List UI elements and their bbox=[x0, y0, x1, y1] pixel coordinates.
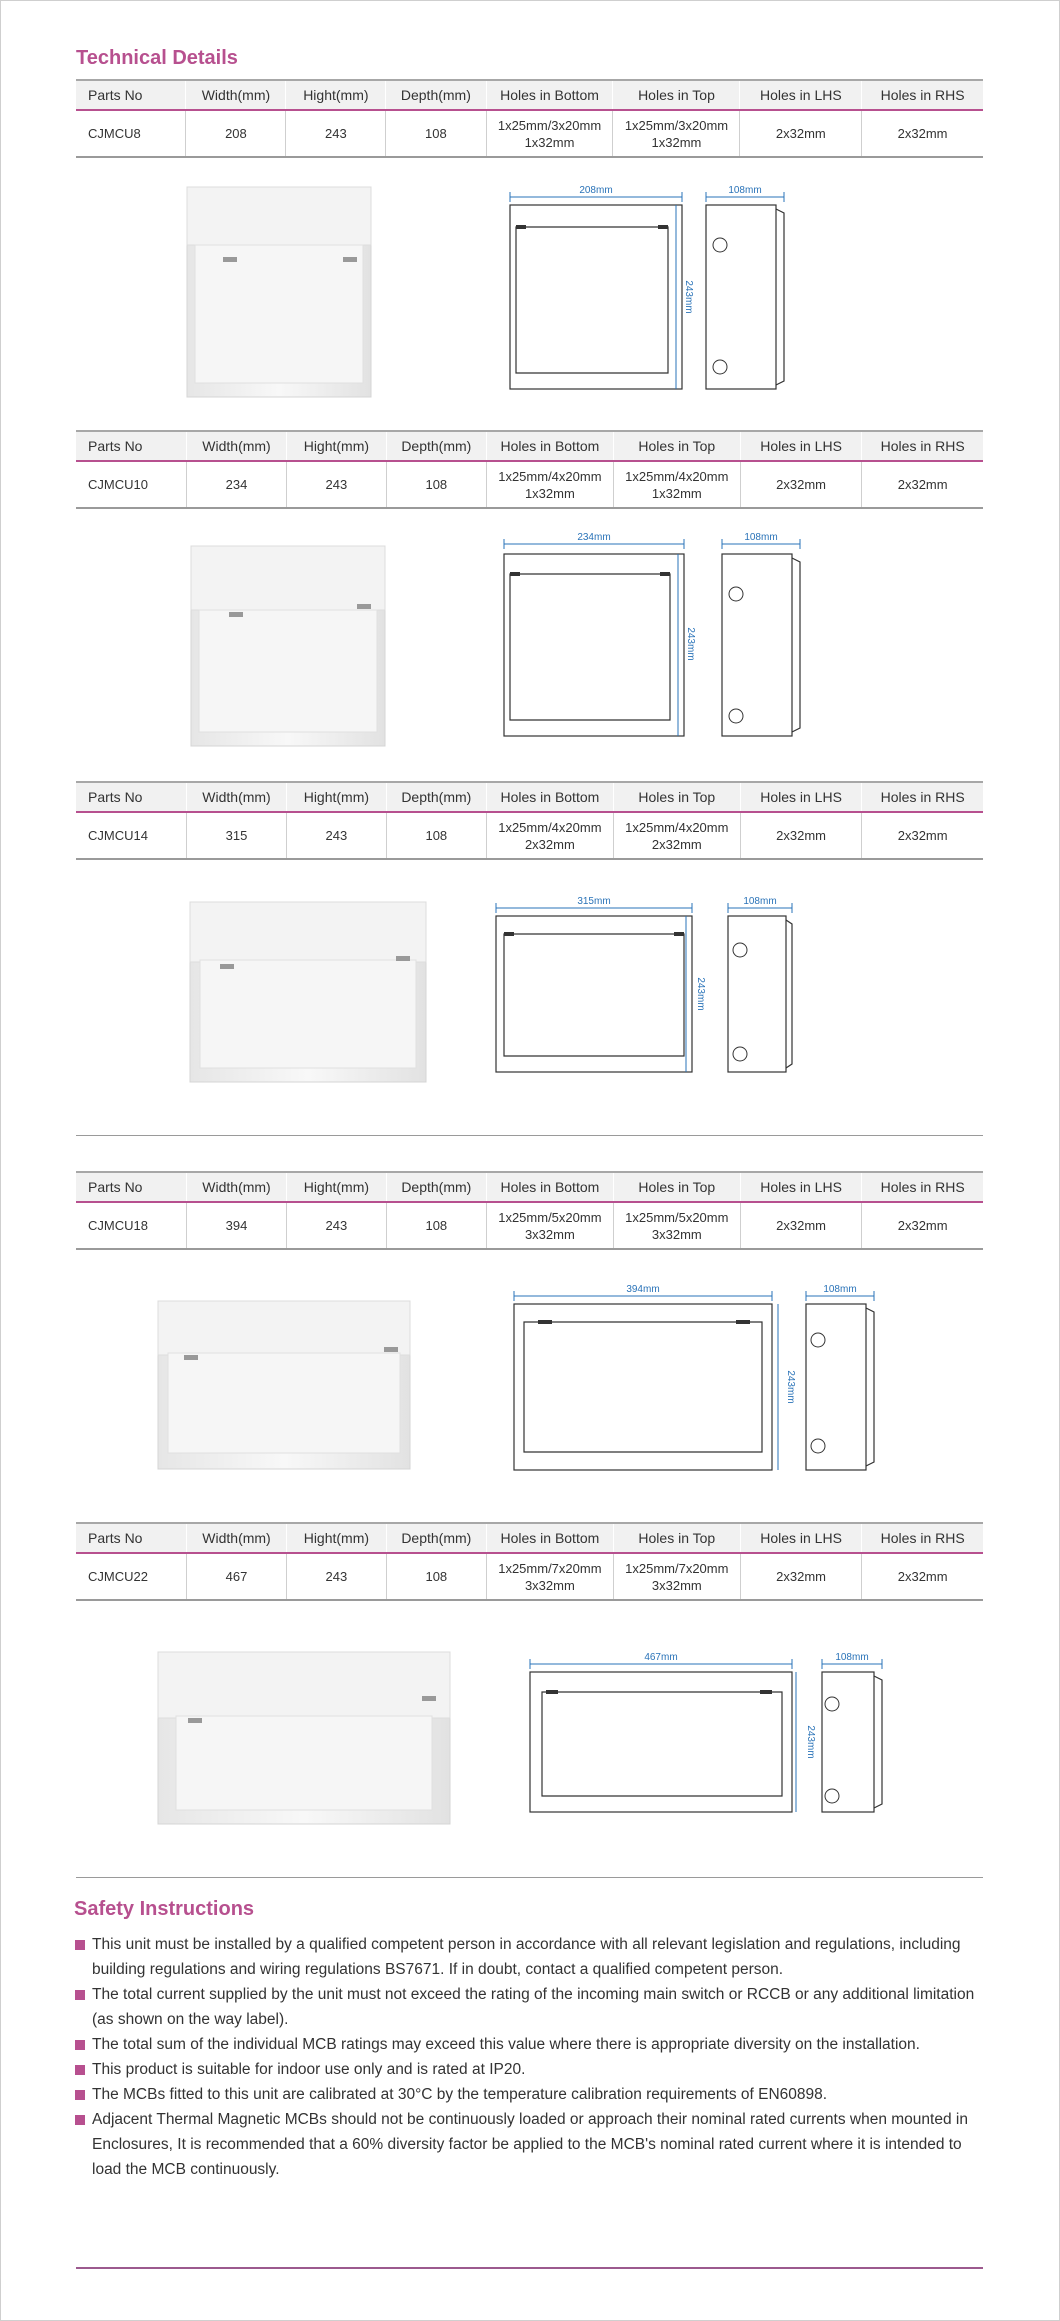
safety-item-text: The MCBs fitted to this unit are calibrated at 30°C by the temperature calibration requirements of EN60898. bbox=[92, 2086, 828, 2103]
holes-bottom-line-2: 1x32mm bbox=[524, 485, 575, 501]
technical-details-title: Technical Details bbox=[76, 47, 238, 69]
dim-width-label: 394mm bbox=[626, 1284, 660, 1295]
holes-top-line-2: 3x32mm bbox=[651, 1577, 702, 1593]
header-holes-top: Holes in Top bbox=[613, 782, 740, 812]
cell-height: 243 bbox=[287, 1202, 387, 1249]
header-depth: Depth(mm) bbox=[386, 1523, 486, 1553]
dim-width-label: 315mm bbox=[577, 896, 611, 907]
holes-bottom-line-2: 2x32mm bbox=[524, 836, 575, 852]
spec-table bbox=[76, 1171, 983, 1250]
header-holes-lhs: Holes in LHS bbox=[740, 80, 862, 110]
cell-width: 208 bbox=[186, 110, 286, 157]
header-holes-rhs: Holes in RHS bbox=[862, 782, 983, 812]
holes-bottom-line-2: 3x32mm bbox=[524, 1577, 575, 1593]
holes-bottom-line-1: 1x25mm/7x20mm bbox=[498, 1560, 602, 1576]
cell-holes-bottom bbox=[486, 1202, 613, 1249]
holes-top-line-2: 1x32mm bbox=[651, 134, 702, 150]
holes-top-line-2: 1x32mm bbox=[651, 485, 702, 501]
cell-holes-bottom bbox=[486, 812, 613, 859]
spec-header-row bbox=[76, 431, 983, 461]
product-photo bbox=[187, 542, 389, 752]
header-parts-no: Parts No bbox=[76, 782, 186, 812]
header-depth: Depth(mm) bbox=[386, 431, 486, 461]
cell-holes-top bbox=[613, 1202, 740, 1249]
cell-part-no: CJMCU14 bbox=[76, 812, 186, 859]
holes-top-line-1: 1x25mm/4x20mm bbox=[625, 468, 729, 484]
dim-depth-label: 108mm bbox=[823, 1284, 857, 1295]
cell-holes-bottom bbox=[486, 110, 613, 157]
cell-holes-top bbox=[613, 110, 740, 157]
dimension-drawing bbox=[520, 1650, 890, 1816]
safety-item bbox=[74, 2057, 989, 2082]
section-divider bbox=[76, 1877, 983, 1878]
cell-holes-rhs: 2x32mm bbox=[862, 1553, 983, 1600]
dim-depth-label: 108mm bbox=[743, 896, 777, 907]
holes-top-line-1: 1x25mm/7x20mm bbox=[625, 1560, 729, 1576]
cell-part-no: CJMCU22 bbox=[76, 1553, 186, 1600]
cell-width: 467 bbox=[186, 1553, 286, 1600]
cell-holes-rhs: 2x32mm bbox=[862, 812, 983, 859]
cell-depth: 108 bbox=[386, 110, 486, 157]
spec-header-row bbox=[76, 1172, 983, 1202]
dim-depth-label: 108mm bbox=[835, 1652, 869, 1663]
header-height: Hight(mm) bbox=[287, 1172, 387, 1202]
header-width: Width(mm) bbox=[186, 782, 286, 812]
holes-top-line-1: 1x25mm/3x20mm bbox=[624, 117, 729, 133]
bullet-square-icon bbox=[75, 2040, 85, 2050]
safety-item bbox=[74, 1932, 989, 1982]
dimension-drawing bbox=[504, 1282, 884, 1474]
cell-holes-rhs: 2x32mm bbox=[862, 1202, 983, 1249]
header-depth: Depth(mm) bbox=[386, 782, 486, 812]
safety-item-text: Adjacent Thermal Magnetic MCBs should not be continuously loaded or approach their nominal rated currents when mounted in Enclosures, It is recommended that a 60% diversity factor be applied to the MCB's nominal rated current where it is intended to load the MCB continuously. bbox=[92, 2111, 968, 2178]
header-holes-lhs: Holes in LHS bbox=[740, 1523, 862, 1553]
header-height: Hight(mm) bbox=[286, 80, 386, 110]
header-parts-no: Parts No bbox=[76, 431, 186, 461]
cell-depth: 108 bbox=[386, 1553, 486, 1600]
dim-height-label: 243mm bbox=[785, 1370, 796, 1404]
dim-width-label: 234mm bbox=[577, 532, 611, 543]
safety-instructions-title: Safety Instructions bbox=[74, 1898, 255, 1920]
product-photo bbox=[154, 1648, 454, 1828]
header-holes-lhs: Holes in LHS bbox=[740, 431, 862, 461]
cell-holes-lhs: 2x32mm bbox=[740, 461, 862, 508]
holes-top-line-2: 2x32mm bbox=[651, 836, 702, 852]
header-holes-top: Holes in Top bbox=[613, 1172, 740, 1202]
bullet-square-icon bbox=[75, 2065, 85, 2075]
dim-height-label: 243mm bbox=[695, 977, 706, 1011]
safety-item bbox=[74, 2107, 989, 2182]
header-height: Hight(mm) bbox=[287, 782, 387, 812]
header-holes-rhs: Holes in RHS bbox=[862, 1523, 983, 1553]
header-parts-no: Parts No bbox=[76, 80, 186, 110]
header-holes-rhs: Holes in RHS bbox=[862, 431, 983, 461]
safety-item-text: This product is suitable for indoor use only and is rated at IP20. bbox=[92, 2061, 526, 2078]
dimension-drawing bbox=[500, 183, 800, 393]
header-holes-bottom: Holes in Bottom bbox=[486, 431, 613, 461]
holes-bottom-line-1: 1x25mm/4x20mm bbox=[498, 468, 602, 484]
holes-top-line-2: 3x32mm bbox=[651, 1226, 702, 1242]
dim-depth-label: 108mm bbox=[744, 532, 778, 543]
dim-height-label: 243mm bbox=[685, 627, 696, 661]
header-holes-bottom: Holes in Bottom bbox=[486, 80, 613, 110]
safety-list bbox=[74, 1932, 989, 2182]
safety-item-text: The total current supplied by the unit must not exceed the rating of the incoming main switch or RCCB or any additional limitation (as shown on the way label). bbox=[92, 1986, 975, 2028]
header-height: Hight(mm) bbox=[287, 431, 387, 461]
section-divider bbox=[76, 1135, 983, 1136]
holes-top-line-1: 1x25mm/5x20mm bbox=[625, 1209, 729, 1225]
cell-holes-top bbox=[613, 1553, 740, 1600]
cell-width: 315 bbox=[186, 812, 286, 859]
holes-bottom-line-2: 3x32mm bbox=[524, 1226, 575, 1242]
dim-depth-label: 108mm bbox=[728, 185, 762, 196]
cell-depth: 108 bbox=[386, 1202, 486, 1249]
safety-item-text: The total sum of the individual MCB ratings may exceed this value where there is appropriate diversity on the installation. bbox=[92, 2036, 920, 2053]
header-holes-bottom: Holes in Bottom bbox=[486, 1523, 613, 1553]
cell-depth: 108 bbox=[386, 812, 486, 859]
safety-item-text: This unit must be installed by a qualified competent person in accordance with all relevant legislation and regulations, including building regulations and wiring regulations BS7671. If in doubt, contact a qualified competent person. bbox=[92, 1936, 961, 1978]
bullet-square-icon bbox=[75, 1990, 85, 2000]
cell-holes-top bbox=[613, 812, 740, 859]
bullet-square-icon bbox=[75, 1940, 85, 1950]
safety-item bbox=[74, 2082, 989, 2107]
header-holes-bottom: Holes in Bottom bbox=[486, 1172, 613, 1202]
product-photo bbox=[186, 898, 430, 1088]
dim-height-label: 243mm bbox=[683, 280, 694, 314]
cell-holes-rhs: 2x32mm bbox=[862, 461, 983, 508]
header-holes-top: Holes in Top bbox=[613, 80, 740, 110]
header-depth: Depth(mm) bbox=[386, 1172, 486, 1202]
cell-height: 243 bbox=[287, 1553, 387, 1600]
cell-part-no: CJMCU10 bbox=[76, 461, 186, 508]
header-width: Width(mm) bbox=[186, 1172, 286, 1202]
header-holes-lhs: Holes in LHS bbox=[740, 782, 862, 812]
spec-data-row bbox=[76, 1553, 983, 1600]
header-holes-top: Holes in Top bbox=[613, 431, 740, 461]
header-parts-no: Parts No bbox=[76, 1172, 186, 1202]
holes-bottom-line-1: 1x25mm/5x20mm bbox=[498, 1209, 602, 1225]
spec-data-row bbox=[76, 461, 983, 508]
cell-part-no: CJMCU18 bbox=[76, 1202, 186, 1249]
cell-width: 394 bbox=[186, 1202, 286, 1249]
product-photo bbox=[154, 1297, 414, 1473]
dim-width-label: 467mm bbox=[644, 1652, 678, 1663]
spec-data-row bbox=[76, 110, 983, 157]
cell-holes-rhs: 2x32mm bbox=[862, 110, 983, 157]
cell-holes-lhs: 2x32mm bbox=[740, 1202, 862, 1249]
dim-height-label: 243mm bbox=[805, 1725, 816, 1759]
spec-table bbox=[76, 781, 983, 860]
spec-table bbox=[76, 79, 983, 158]
spec-table bbox=[76, 430, 983, 509]
header-holes-top: Holes in Top bbox=[613, 1523, 740, 1553]
header-width: Width(mm) bbox=[186, 1523, 286, 1553]
spec-header-row bbox=[76, 80, 983, 110]
cell-height: 243 bbox=[287, 812, 387, 859]
cell-height: 243 bbox=[287, 461, 387, 508]
cell-holes-bottom bbox=[486, 461, 613, 508]
bullet-square-icon bbox=[75, 2115, 85, 2125]
header-depth: Depth(mm) bbox=[386, 80, 486, 110]
spec-header-row bbox=[76, 1523, 983, 1553]
bullet-square-icon bbox=[75, 2090, 85, 2100]
product-photo bbox=[183, 183, 375, 403]
header-holes-bottom: Holes in Bottom bbox=[486, 782, 613, 812]
spec-table bbox=[76, 1522, 983, 1601]
header-height: Hight(mm) bbox=[287, 1523, 387, 1553]
header-holes-rhs: Holes in RHS bbox=[862, 1172, 983, 1202]
cell-holes-top bbox=[613, 461, 740, 508]
cell-height: 243 bbox=[286, 110, 386, 157]
safety-item bbox=[74, 1982, 989, 2032]
header-holes-rhs: Holes in RHS bbox=[862, 80, 983, 110]
holes-bottom-line-2: 1x32mm bbox=[524, 134, 575, 150]
cell-holes-lhs: 2x32mm bbox=[740, 110, 862, 157]
cell-width: 234 bbox=[186, 461, 286, 508]
cell-holes-lhs: 2x32mm bbox=[740, 812, 862, 859]
dimension-drawing bbox=[486, 894, 806, 1076]
spec-data-row bbox=[76, 1202, 983, 1249]
header-parts-no: Parts No bbox=[76, 1523, 186, 1553]
cell-part-no: CJMCU8 bbox=[76, 110, 186, 157]
holes-bottom-line-1: 1x25mm/4x20mm bbox=[498, 819, 602, 835]
holes-bottom-line-1: 1x25mm/3x20mm bbox=[497, 117, 602, 133]
safety-item bbox=[74, 2032, 989, 2057]
holes-top-line-1: 1x25mm/4x20mm bbox=[625, 819, 729, 835]
dim-width-label: 208mm bbox=[579, 185, 613, 196]
footer-rule bbox=[76, 2267, 983, 2269]
header-width: Width(mm) bbox=[186, 431, 286, 461]
spec-header-row bbox=[76, 782, 983, 812]
spec-data-row bbox=[76, 812, 983, 859]
header-holes-lhs: Holes in LHS bbox=[740, 1172, 862, 1202]
header-width: Width(mm) bbox=[186, 80, 286, 110]
cell-depth: 108 bbox=[386, 461, 486, 508]
cell-holes-lhs: 2x32mm bbox=[740, 1553, 862, 1600]
cell-holes-bottom bbox=[486, 1553, 613, 1600]
dimension-drawing bbox=[494, 530, 814, 742]
